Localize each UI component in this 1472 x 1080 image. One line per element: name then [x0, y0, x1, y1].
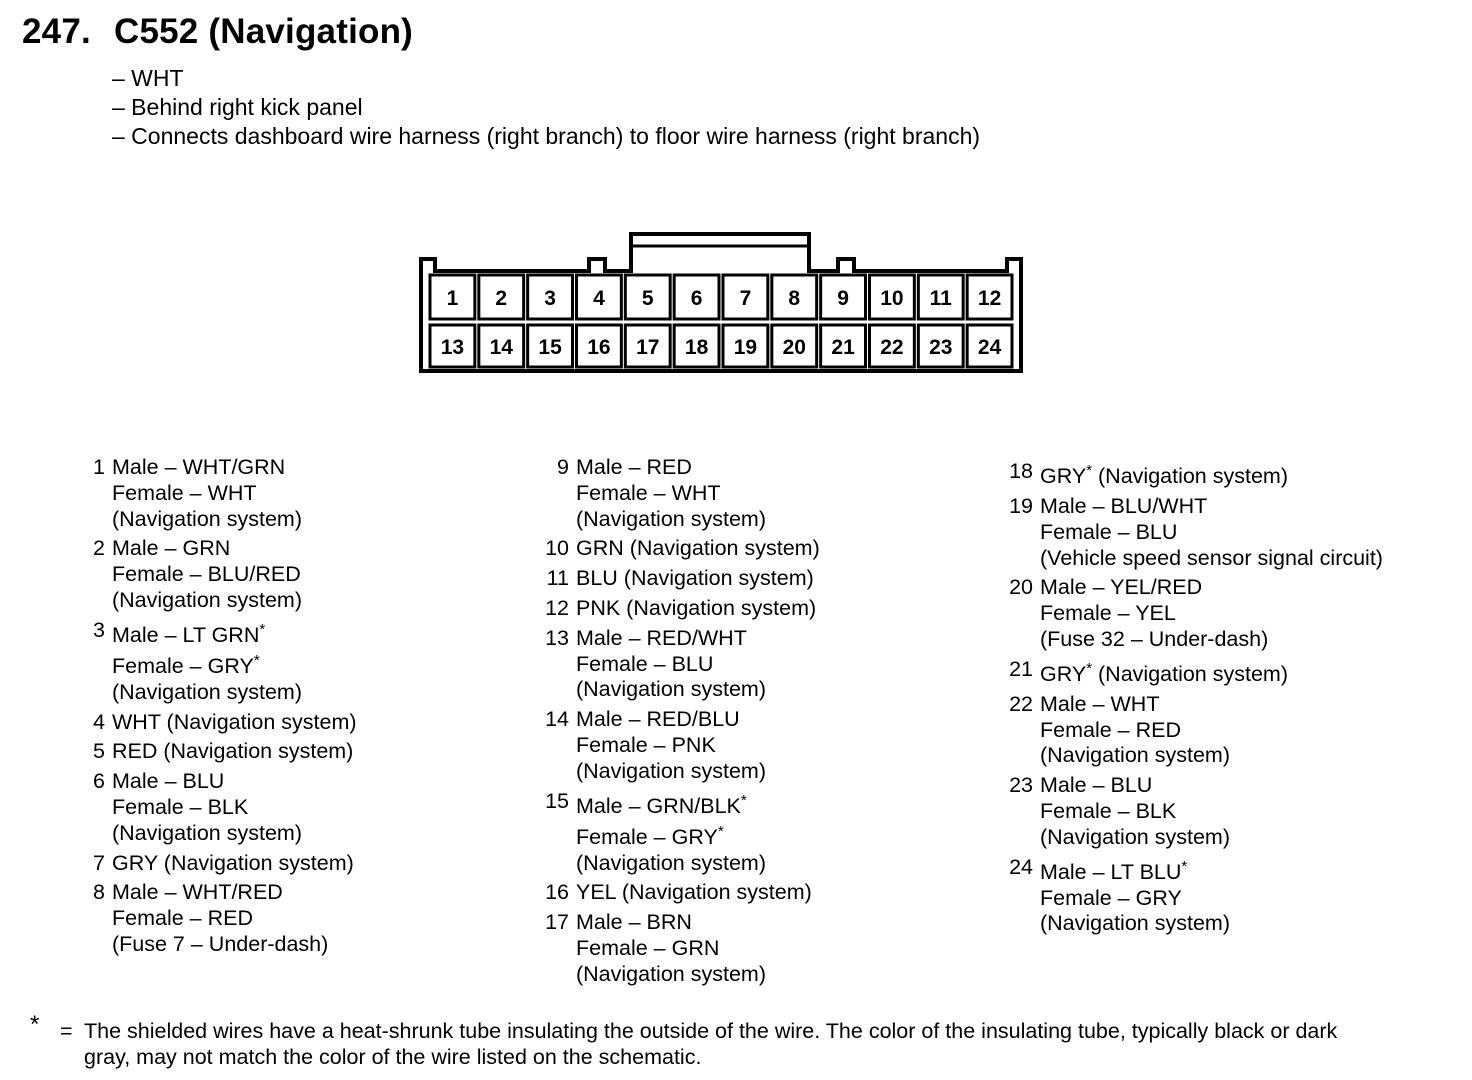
pin-entry-19 — [1009, 494, 1383, 575]
pin-entry-23 — [1009, 773, 1383, 854]
wire-description: Male – WHT/GRN — [112, 455, 286, 479]
connector-name: C552 (Navigation) — [114, 12, 414, 51]
connector-pin-number: 3 — [544, 287, 556, 310]
pin-number: 24 — [1009, 854, 1033, 879]
connector-pin-cell — [821, 325, 866, 367]
wire-description: (Navigation system) — [112, 587, 302, 612]
pin-number: 5 — [93, 739, 105, 764]
pin-description-line — [1040, 718, 1383, 744]
pin-number: 17 — [545, 910, 569, 935]
wire-description: GRY — [1040, 661, 1087, 686]
wire-description: Female – BLU — [1040, 519, 1178, 544]
pin-description-line — [112, 795, 357, 821]
wire-description: Male – RED — [576, 455, 692, 479]
pin-description-line — [112, 618, 357, 649]
wire-description: (Navigation system) — [112, 679, 302, 704]
wire-description: (Navigation system) — [576, 758, 766, 783]
pin-description-line — [1040, 799, 1383, 825]
pin-number: 18 — [1009, 459, 1033, 483]
connector-pin-number: 5 — [641, 287, 654, 310]
pin-description-line — [576, 455, 820, 481]
wire-description: (Navigation system) — [576, 677, 766, 702]
pin-description-line — [576, 652, 820, 678]
connector-pin-number: 10 — [880, 287, 904, 310]
wire-description: Female – BLK — [112, 794, 249, 819]
connector-pin-number: 7 — [739, 287, 752, 310]
pin-number: 6 — [93, 769, 105, 794]
pin-description-line — [1040, 692, 1383, 718]
footnote-equals: = — [60, 1019, 73, 1043]
pin-entry-22 — [1009, 691, 1383, 773]
pin-description-line — [576, 962, 820, 988]
connector-pin-cell — [918, 275, 963, 319]
wire-description: Male – LT BLU — [1040, 859, 1182, 884]
connector-pin-cell — [870, 325, 915, 367]
pin-description-line — [576, 789, 820, 820]
connector-pin-number: 1 — [446, 287, 459, 310]
wire-description: (Navigation system) — [1040, 824, 1230, 849]
connector-pin-cell — [577, 325, 622, 367]
pin-description-line — [576, 596, 820, 622]
pin-description-line — [112, 455, 357, 481]
pin-description-line — [112, 906, 357, 932]
pin-description-line — [1040, 494, 1383, 520]
pin-description-line — [1040, 773, 1383, 799]
wire-description: Male – BLU — [112, 769, 225, 794]
wire-description: Male – BLU/WHT — [1040, 494, 1208, 518]
pin-description-line — [1040, 657, 1383, 688]
pin-entry-18 — [1009, 459, 1383, 494]
pin-entry-4 — [88, 710, 357, 740]
connector-pin-cell — [528, 275, 573, 319]
wire-description: BLU (Navigation system) — [576, 566, 814, 591]
connector-pin-cell — [479, 325, 524, 367]
pin-description-line — [112, 562, 357, 588]
pin-entry-15 — [545, 788, 820, 881]
pin-description-line — [1040, 601, 1383, 627]
wire-description: Female – GRY — [1040, 885, 1182, 910]
wire-description: Male – WHT — [1040, 691, 1160, 716]
pin-description-line — [576, 820, 820, 851]
connector-pin-number: 2 — [495, 287, 508, 310]
pin-description-line — [576, 851, 820, 877]
connector-pin-number: 12 — [977, 287, 1002, 310]
pin-description-line — [112, 507, 357, 533]
connector-pin-number: 14 — [489, 336, 513, 359]
pin-description-line — [112, 649, 357, 680]
pin-description-line — [112, 851, 357, 877]
connector-pin-cell — [772, 275, 817, 319]
connector-pin-number: 9 — [837, 287, 849, 310]
connector-pin-number: 22 — [880, 336, 904, 359]
pin-description-line — [576, 880, 820, 906]
pin-description-line — [112, 821, 357, 847]
wire-description: GRY — [1040, 464, 1087, 488]
connector-pin-number: 15 — [538, 336, 562, 359]
pin-number: 15 — [545, 788, 569, 813]
wire-description: Male – WHT/RED — [112, 880, 283, 905]
pin-description-line — [1040, 627, 1383, 653]
pin-description-line — [1040, 911, 1383, 937]
wire-description: (Navigation system) — [112, 820, 302, 845]
connector-pin-number: 23 — [929, 336, 953, 359]
pin-entry-21 — [1009, 656, 1383, 692]
pin-entry-7 — [88, 851, 357, 881]
connector-pin-cell — [674, 325, 719, 367]
pin-list-column-1 — [88, 455, 357, 962]
connector-pin-cell — [528, 325, 573, 367]
footnote-text — [84, 1018, 1337, 1070]
wire-description: Male – GRN — [112, 536, 231, 561]
pin-entry-12 — [545, 595, 820, 626]
wire-description: Female – GRY — [576, 824, 718, 849]
pin-description-line — [1040, 855, 1383, 886]
connector-pin-cell — [625, 275, 670, 319]
pin-list-column-3 — [1009, 459, 1383, 941]
pin-description-line — [576, 566, 820, 592]
pin-description-line — [576, 626, 820, 652]
pin-number: 20 — [1009, 575, 1033, 600]
wire-description: GRY (Navigation system) — [112, 850, 354, 875]
pin-description-line — [576, 759, 820, 785]
wire-description: YEL (Navigation system) — [576, 880, 812, 905]
pin-number: 11 — [546, 566, 569, 591]
pin-entry-14 — [545, 707, 820, 788]
pin-entry-16 — [545, 880, 820, 910]
wire-description: Female – BLU/RED — [112, 562, 301, 587]
wire-description: Male – LT GRN — [112, 622, 260, 647]
pin-number: 19 — [1009, 494, 1033, 518]
connector-pin-cell — [723, 275, 768, 319]
wire-description: (Navigation system) — [576, 850, 766, 875]
pin-description-line — [576, 481, 820, 507]
pin-description-line — [576, 707, 820, 733]
pin-entry-17 — [545, 910, 820, 991]
connector-pin-number: 16 — [587, 336, 611, 359]
pin-description-line — [576, 677, 820, 703]
pin-description-line — [576, 733, 820, 759]
connector-pin-number: 17 — [636, 336, 660, 359]
description-connects: – Connects dashboard wire harness (right branch) to floor wire harness (right branch) — [112, 123, 981, 149]
connector-pin-number: 21 — [831, 336, 855, 359]
wire-description: Male – RED/BLU — [576, 707, 740, 732]
wire-description: Male – RED/WHT — [576, 625, 747, 650]
pin-description-line — [576, 936, 820, 962]
pin-description-line — [1040, 743, 1383, 769]
description-color: – WHT — [112, 65, 184, 91]
pin-number: 10 — [545, 536, 569, 561]
pin-description-line — [576, 910, 820, 936]
connector-pin-cell — [870, 275, 915, 319]
connector-pin-number: 8 — [788, 287, 801, 310]
wire-description: (Navigation system) — [576, 961, 766, 986]
wire-description: Female – GRN — [576, 935, 720, 960]
connector-pin-cell — [430, 325, 475, 367]
pin-description-line — [112, 932, 357, 958]
connector-pin-cell — [430, 275, 475, 319]
pin-entry-13 — [545, 625, 820, 707]
pin-entry-1 — [88, 455, 357, 536]
connector-pin-number: 13 — [440, 336, 465, 359]
connector-number: 247. — [22, 12, 91, 51]
pin-entry-11 — [546, 566, 820, 596]
wire-description: GRN (Navigation system) — [576, 536, 820, 561]
shielded-wire-asterisk: * — [1086, 659, 1093, 677]
connector-pin-cell — [625, 325, 670, 367]
pin-list-column-2 — [545, 455, 820, 992]
connector-pin-number: 18 — [684, 336, 709, 359]
pin-description-line — [112, 536, 357, 562]
connector-pin-number: 19 — [733, 336, 758, 359]
connector-pin-cell — [821, 275, 866, 319]
pin-number: 3 — [93, 617, 105, 642]
connector-pin-cell — [674, 275, 719, 319]
shielded-wire-asterisk: * — [740, 791, 747, 809]
pin-entry-5 — [88, 739, 357, 769]
wire-description: Female – BLU — [576, 651, 714, 676]
pin-description-line — [112, 680, 357, 706]
wire-description: (Navigation system) — [1040, 743, 1230, 768]
description-location: – Behind right kick panel — [112, 94, 363, 120]
pin-number: 13 — [545, 625, 569, 650]
connector-pin-number: 20 — [782, 336, 806, 359]
pin-number: 16 — [545, 880, 569, 905]
pin-description-line — [112, 481, 357, 507]
footnote-line: The shielded wires have a heat-shrunk tube insulating the outside of the wire. The color of the insulating tube, typically black or dark — [84, 1019, 1338, 1043]
wire-description: RED (Navigation system) — [112, 739, 354, 764]
connector-pin-cell — [967, 325, 1012, 367]
wire-description: Male – GRN/BLK — [576, 793, 741, 818]
connector-pin-cell — [577, 275, 622, 319]
pin-description-line — [112, 588, 357, 614]
footnote-asterisk: * — [30, 1011, 40, 1038]
pin-entry-24 — [1009, 854, 1383, 942]
pin-description-line — [1040, 575, 1383, 601]
wire-description: Male – YEL/RED — [1040, 575, 1203, 600]
wire-description: (Navigation system) — [112, 506, 302, 531]
pin-description-line — [1040, 825, 1383, 851]
wire-description: Female – RED — [112, 906, 253, 931]
connector-pin-number: 4 — [593, 287, 605, 310]
footnote-line: gray, may not match the color of the wire listed on the schematic. — [84, 1045, 702, 1069]
pin-entry-9 — [552, 455, 820, 536]
wire-description: (Vehicle speed sensor signal circuit) — [1040, 545, 1383, 570]
connector-pin-number: 6 — [690, 287, 703, 310]
connector-pin-cell — [723, 325, 768, 367]
pin-description-line — [1040, 546, 1383, 572]
wire-description: (Fuse 7 – Under-dash) — [112, 931, 329, 956]
pin-number: 12 — [545, 595, 569, 620]
wire-description: Female – WHT — [112, 480, 257, 505]
pin-number: 22 — [1009, 691, 1033, 716]
shielded-wire-asterisk: * — [717, 822, 724, 840]
wire-description: Female – RED — [1040, 717, 1181, 742]
shielded-wire-asterisk: * — [253, 651, 260, 669]
connector-pin-cell — [772, 325, 817, 367]
pin-description-line — [1040, 886, 1383, 912]
pin-description-line — [1040, 459, 1383, 490]
wire-description: Male – BRN — [576, 910, 692, 935]
pin-number: 2 — [93, 536, 105, 561]
wire-description: WHT (Navigation system) — [112, 709, 357, 734]
pin-entry-6 — [88, 769, 357, 850]
pin-number: 14 — [545, 707, 569, 732]
pin-description-line — [112, 739, 357, 765]
pin-description-line — [112, 880, 357, 906]
wire-circuit: (Navigation system) — [1092, 661, 1288, 686]
pin-description-line — [112, 769, 357, 795]
pin-entry-8 — [88, 880, 357, 961]
pin-entry-10 — [545, 536, 820, 566]
shielded-wire-asterisk: * — [1181, 857, 1188, 875]
pin-entry-2 — [88, 536, 357, 617]
connector-pin-number: 11 — [929, 287, 952, 310]
wire-description: Female – YEL — [1040, 601, 1176, 626]
pin-description-line — [576, 536, 820, 562]
wire-circuit: (Navigation system) — [1092, 464, 1288, 488]
pin-description-line — [1040, 520, 1383, 546]
pin-number: 9 — [557, 455, 569, 479]
pin-description-line — [112, 710, 357, 736]
pin-entry-20 — [1009, 575, 1383, 656]
pin-number: 1 — [93, 455, 105, 479]
connector-pin-number: 24 — [977, 336, 1002, 359]
pin-number: 23 — [1009, 773, 1033, 798]
pin-number: 21 — [1009, 656, 1033, 681]
connector-pin-grid — [430, 275, 1012, 367]
wire-description: Male – BLU — [1040, 773, 1153, 798]
wire-description: (Navigation system) — [1040, 911, 1230, 936]
connector-pin-cell — [479, 275, 524, 319]
pin-number: 7 — [93, 850, 105, 875]
wire-description: PNK (Navigation system) — [576, 595, 817, 620]
shielded-wire-asterisk: * — [1086, 461, 1093, 479]
wire-description: Female – BLK — [1040, 798, 1177, 823]
pin-number: 8 — [93, 880, 105, 905]
pin-number: 4 — [93, 709, 105, 734]
connector-pin-cell — [967, 275, 1012, 319]
wire-description: Female – WHT — [576, 480, 721, 505]
wire-description: Female – PNK — [576, 732, 716, 757]
wire-description: (Fuse 32 – Under-dash) — [1040, 626, 1269, 651]
pin-entry-3 — [88, 618, 357, 710]
wire-description: (Navigation system) — [576, 506, 766, 531]
wire-description: Female – GRY — [112, 653, 254, 678]
pin-description-line — [576, 507, 820, 533]
connector-pin-cell — [918, 325, 963, 367]
shielded-wire-asterisk: * — [259, 620, 266, 638]
